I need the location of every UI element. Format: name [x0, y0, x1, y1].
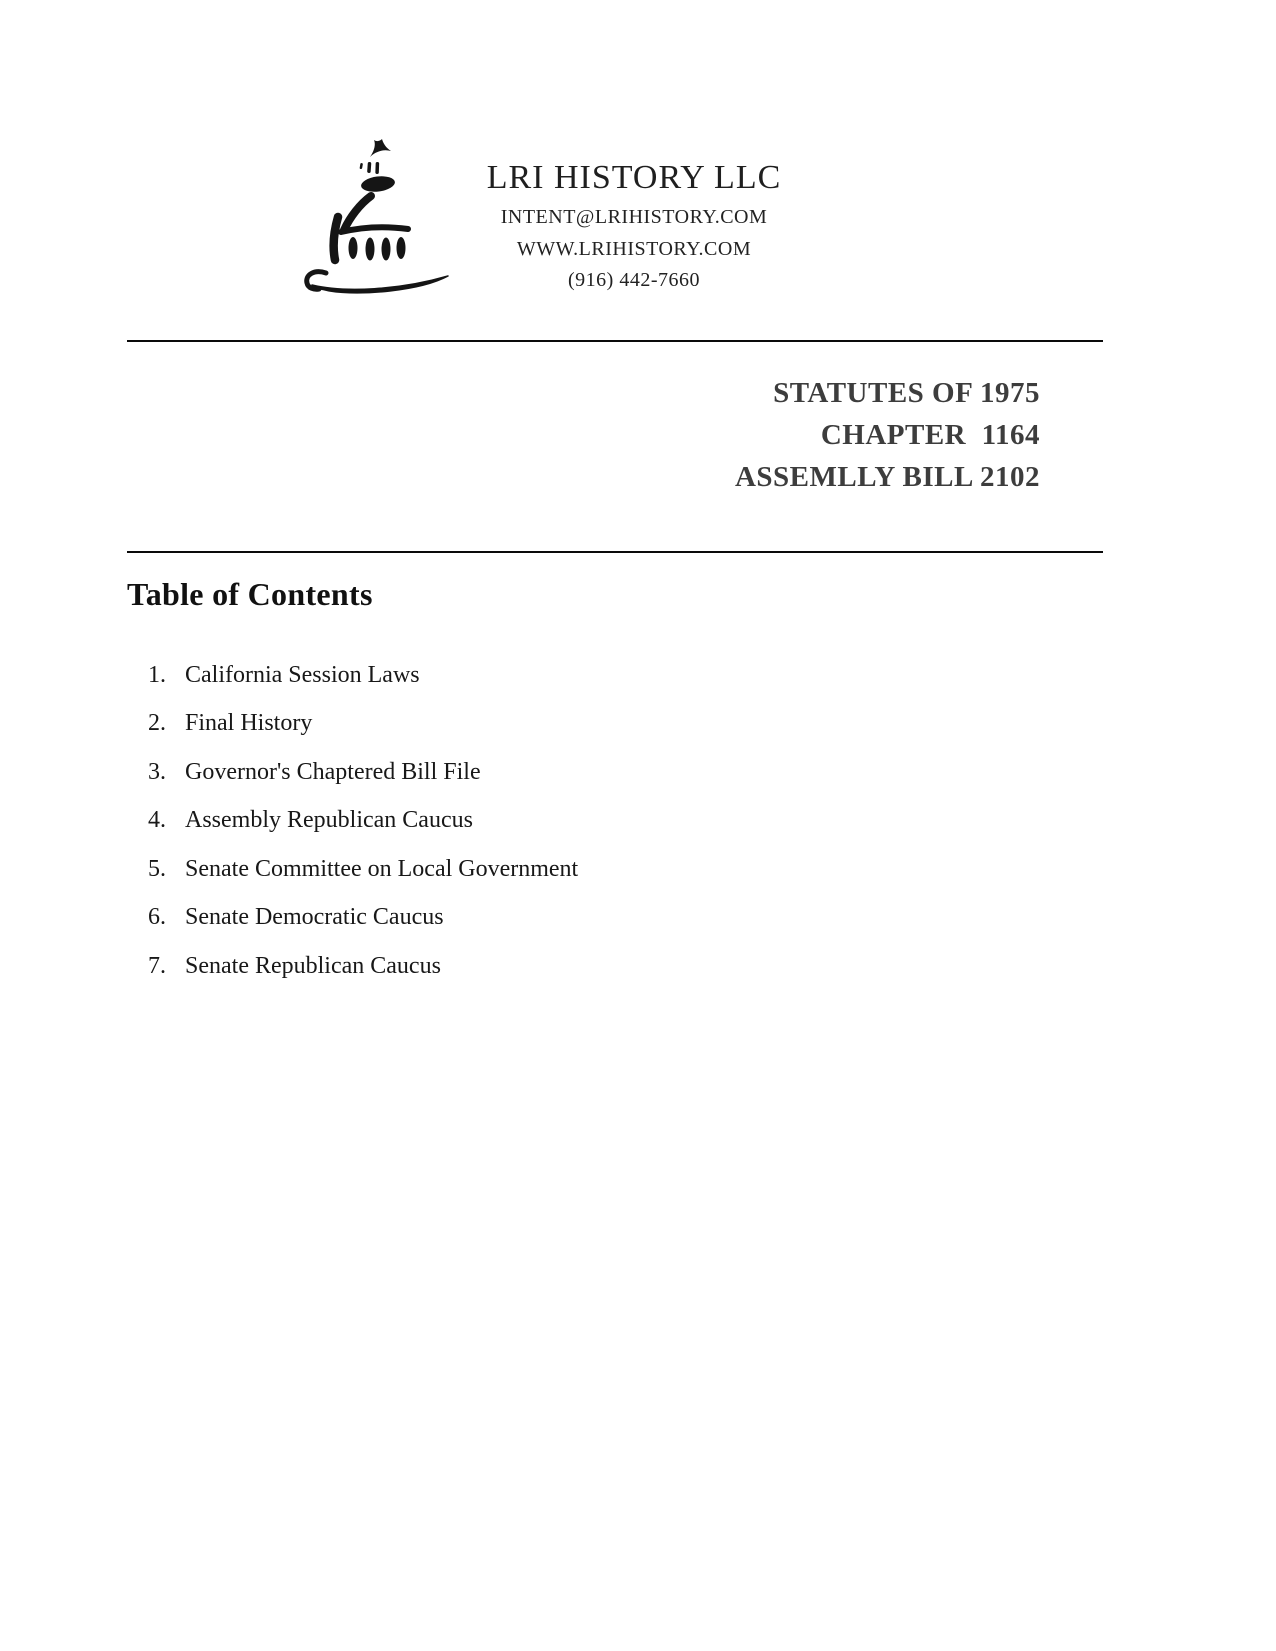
toc-item-number: 6.	[148, 904, 166, 931]
company-name: LRI HISTORY LLC	[486, 159, 782, 196]
toc-item-label: Final History	[185, 710, 313, 737]
toc-item	[148, 942, 578, 991]
toc-item	[148, 651, 578, 700]
toc-item	[148, 700, 578, 749]
bill-line: ASSEMLLY BILL 2102	[734, 461, 1040, 493]
toc-item-label: Senate Committee on Local Government	[185, 855, 579, 882]
toc-item	[148, 845, 578, 894]
toc-item-label: Senate Democratic Caucus	[185, 904, 444, 931]
toc-item-number: 7.	[148, 952, 166, 979]
toc-item-label: Assembly Republican Caucus	[185, 807, 473, 834]
chapter-line: CHAPTER 1164	[820, 419, 1040, 451]
company-website: WWW.LRIHISTORY.COM	[516, 237, 752, 260]
toc-list	[148, 651, 578, 991]
toc-item-number: 1.	[148, 661, 166, 688]
divider-top	[127, 340, 1103, 342]
letterhead	[454, 158, 814, 297]
statutes-line: STATUTES OF 1975	[773, 377, 1040, 409]
toc-item	[148, 748, 578, 797]
toc-item-number: 3.	[148, 758, 166, 785]
toc-item-label: Governor's Chaptered Bill File	[185, 758, 481, 785]
company-phone: (916) 442-7660	[568, 269, 700, 291]
divider-bottom	[127, 551, 1103, 553]
toc-item-label: California Session Laws	[185, 661, 420, 688]
toc-heading: Table of Contents	[127, 576, 373, 612]
toc-item-label: Senate Republican Caucus	[185, 952, 441, 979]
company-email: INTENT@LRIHISTORY.COM	[500, 206, 768, 228]
toc-item-number: 5.	[148, 855, 166, 882]
toc-item	[148, 894, 578, 943]
toc-item	[148, 797, 578, 846]
toc-item-number: 2.	[148, 710, 166, 737]
document-title-block	[735, 372, 1040, 498]
capitol-dome-icon	[300, 126, 460, 298]
company-logo	[300, 126, 460, 298]
toc-item-number: 4.	[148, 807, 166, 834]
